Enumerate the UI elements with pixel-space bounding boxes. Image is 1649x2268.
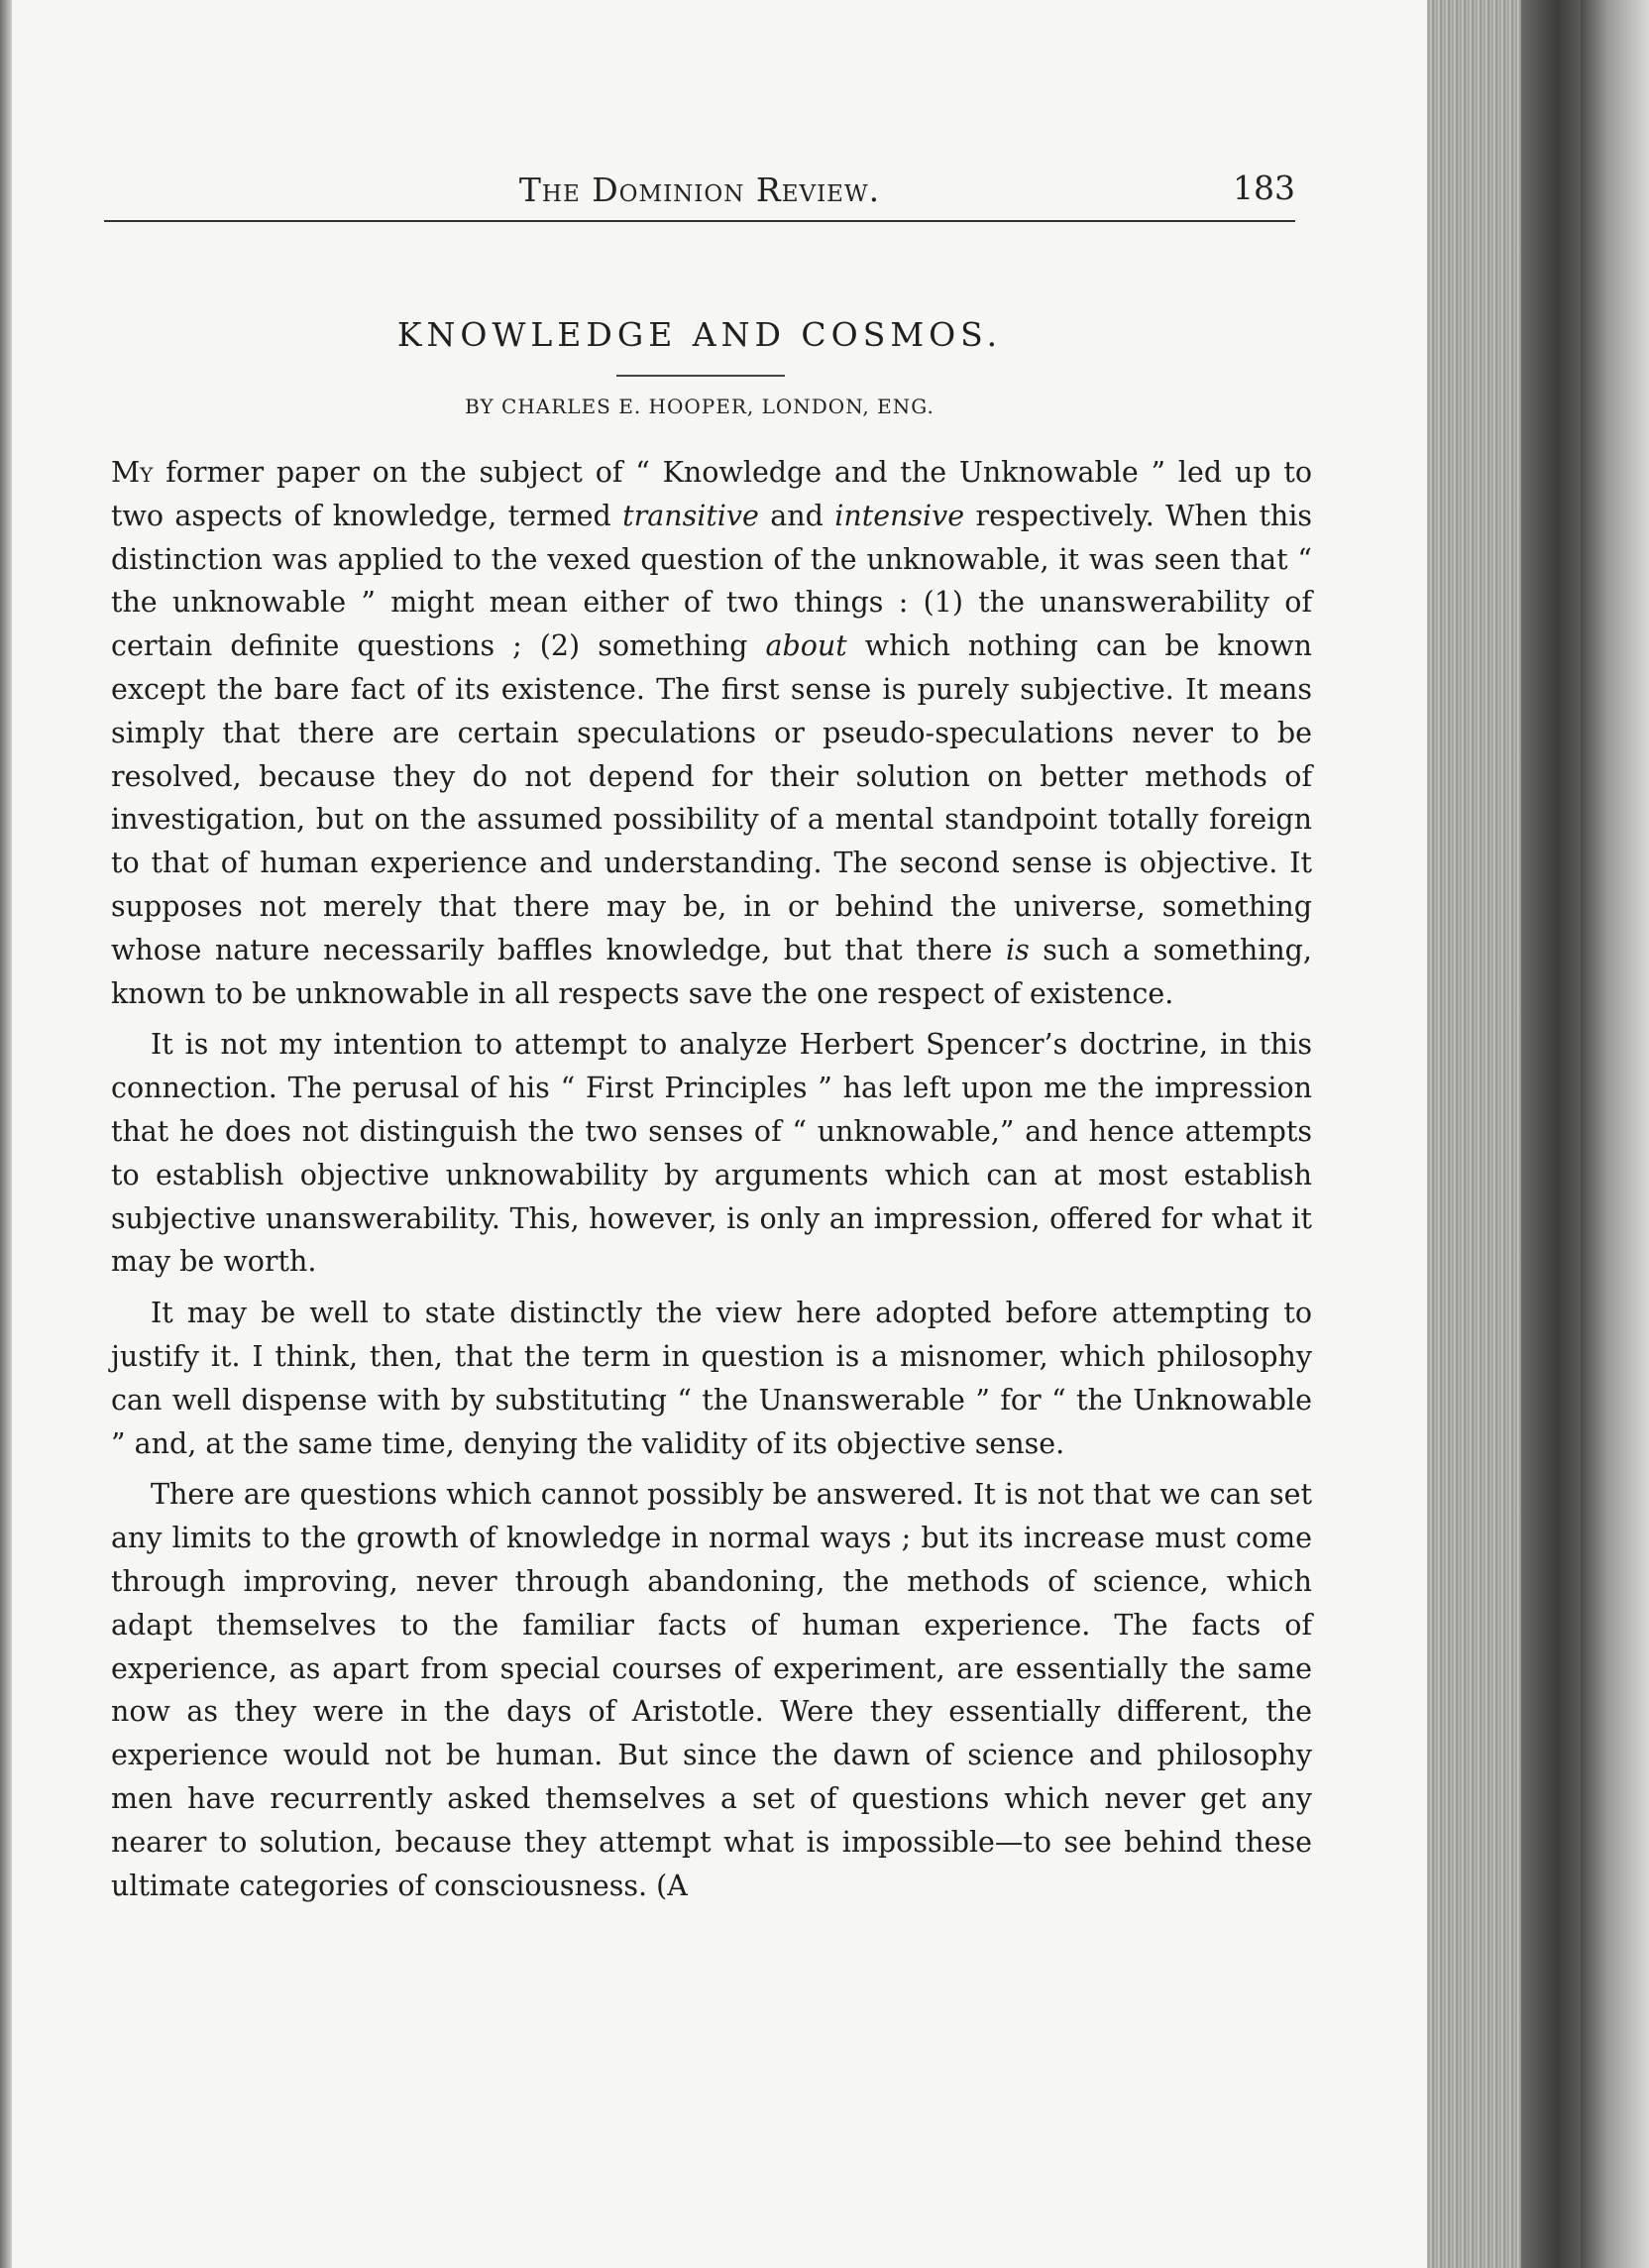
- paragraph-3: It may be well to state distinctly the view here adopted before attempting to justify it. I think, then, that the term in question is a misnomer, which philosophy can well dispense with by substituting “ the Unanswerable ” for “ the Unknowable ” and, at the same time, denying the validity of its objective sense.: [111, 1297, 1312, 1460]
- book-binding: [1581, 0, 1649, 2268]
- text-run: which nothing can be known except the bare fact of its existence. The first sense is purely subjective. It means simply that there are certain speculations or pseudo-speculations never to be resolved, because they do not depend for their solution on better methods of investigation, but on the assumed possibility of a mental standpoint totally foreign to that of human experience and understanding. The second sense is objective. It supposes not merely that there may be, in or behind the universe, something whose nature necessarily baffles knowledge, but that there: [111, 629, 1312, 966]
- italic-run: is: [1005, 933, 1030, 966]
- italic-run: transitive: [622, 499, 759, 532]
- left-page-edge: [0, 0, 12, 2268]
- text-run: such a something, known to be unknowable in all respects save the one respect of existence.: [111, 933, 1312, 1010]
- article-byline: BY CHARLES E. HOOPER, LONDON, ENG.: [465, 395, 934, 418]
- italic-run: about: [765, 629, 847, 663]
- paragraph-4: There are questions which cannot possibly be answered. It is not that we can set any limits to the growth of knowledge in normal ways ; but its increase must come through improving, never through abandoning, the methods of science, which adapt themselves to the familiar facts of human experience. The facts of experience, as apart from special courses of experiment, are essentially the same now as they were in the days of Aristotle. Were they essentially different, the experience would not be human. But since the dawn of science and philosophy men have recurrently asked themselves a set of questions which never get any nearer to solution, because they attempt what is impossible—to see behind these ultimate categories of consciousness. (A: [111, 1478, 1312, 1902]
- article-title: KNOWLEDGE AND COSMOS.: [396, 315, 1003, 354]
- title-rule: [616, 375, 785, 377]
- italic-run: intensive: [834, 499, 965, 532]
- text-run: and: [758, 499, 835, 532]
- text-run: respectively. When this distinction was applied to the vexed question of the unknowable, it was seen that “ the unknowable ” might mean either of two things : (1) the unanswerability of certain definite questions ; (2) something: [111, 499, 1312, 663]
- paragraph-2: It is not my intention to attempt to analyze Herbert Spencer’s doctrine, in this connection. The perusal of his “ First Principles ” has left upon me the impression that he does not distinguish the two senses of “ unknowable,” and hence attempts to establish objective unknowability by arguments which can at most establish subjective unanswerability. This, however, is only an impression, offered for what it may be worth.: [111, 1028, 1312, 1279]
- lead-word: My: [111, 456, 154, 489]
- paragraph-1: [111, 451, 1312, 1015]
- page-edge-shadow: [1521, 0, 1581, 2268]
- header-rule: [104, 220, 1295, 222]
- article-body: [111, 451, 1312, 1915]
- text-run: former paper on the subject of “ Knowledge and the Unknowable ” led up to two aspects of knowledge, termed: [111, 456, 1312, 532]
- running-title: The Dominion Review.: [518, 170, 881, 209]
- running-header: [104, 170, 1295, 222]
- page-number: 183: [1233, 169, 1295, 207]
